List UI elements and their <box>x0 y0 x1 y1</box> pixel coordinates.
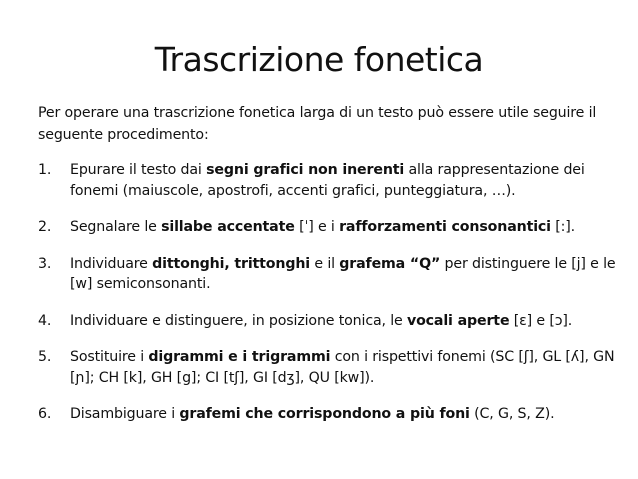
item-text: Disambiguare i <box>70 406 180 422</box>
item-bold-text: dittonghi, trittonghi <box>152 255 311 272</box>
item-text: (C, G, S, Z). <box>469 406 555 422</box>
intro-paragraph: Per operare una trascrizione fonetica larga di un testo può essere utile seguire il seguente procedimento: <box>38 105 597 143</box>
item-text: per distinguere le [j] e le [w] semiconsonanti. <box>70 255 616 292</box>
item-bold-text: segni grafici non inerenti <box>206 162 405 178</box>
item-text: Sostituire i <box>70 349 149 365</box>
item-number: 3. <box>38 255 52 272</box>
procedure-list <box>38 160 623 441</box>
item-bold-text: rafforzamenti consonantici <box>339 219 551 235</box>
list-item-3 <box>38 254 623 295</box>
list-item-5 <box>38 347 623 388</box>
item-bold-text: grafema “Q” <box>339 255 441 272</box>
item-number: 4. <box>38 312 52 329</box>
item-number: 2. <box>38 219 52 235</box>
item-number: 5. <box>38 349 52 365</box>
list-item-1 <box>38 160 623 201</box>
item-text: e il <box>310 255 340 272</box>
item-text: alla rappresentazione dei fonemi (maiuscole, apostrofi, accenti grafici, punteggiatura, …). <box>70 162 585 199</box>
item-bold-text: sillabe accentate <box>161 219 295 235</box>
item-bold-text: digrammi e i trigrammi <box>148 349 331 365</box>
item-number: 1. <box>38 162 52 178</box>
item-text: Individuare <box>70 255 153 272</box>
item-text: Epurare il testo dai <box>70 162 207 178</box>
list-item-4 <box>38 311 623 332</box>
list-item-6 <box>38 404 623 425</box>
item-text: con i rispettivi fonemi (SC [ʃ], GL [ʎ], GN [ɲ]; CH [k], GH [g]; CI [tʃ], GI [dʒ], QU [kw]). <box>70 349 615 386</box>
slide-title: Trascrizione fonetica <box>154 40 484 79</box>
item-text: Segnalare le <box>70 219 162 235</box>
item-text: [ɛ] e [ɔ]. <box>509 312 573 329</box>
item-bold-text: vocali aperte <box>406 312 510 329</box>
item-text: Individuare e distinguere, in posizione tonica, le <box>70 312 407 329</box>
item-number: 6. <box>38 406 52 422</box>
list-item-2 <box>38 217 623 238</box>
item-text: [:]. <box>550 219 576 235</box>
item-text: [ˈ] e i <box>294 219 340 235</box>
item-bold-text: grafemi che corrispondono a più foni <box>179 406 470 422</box>
